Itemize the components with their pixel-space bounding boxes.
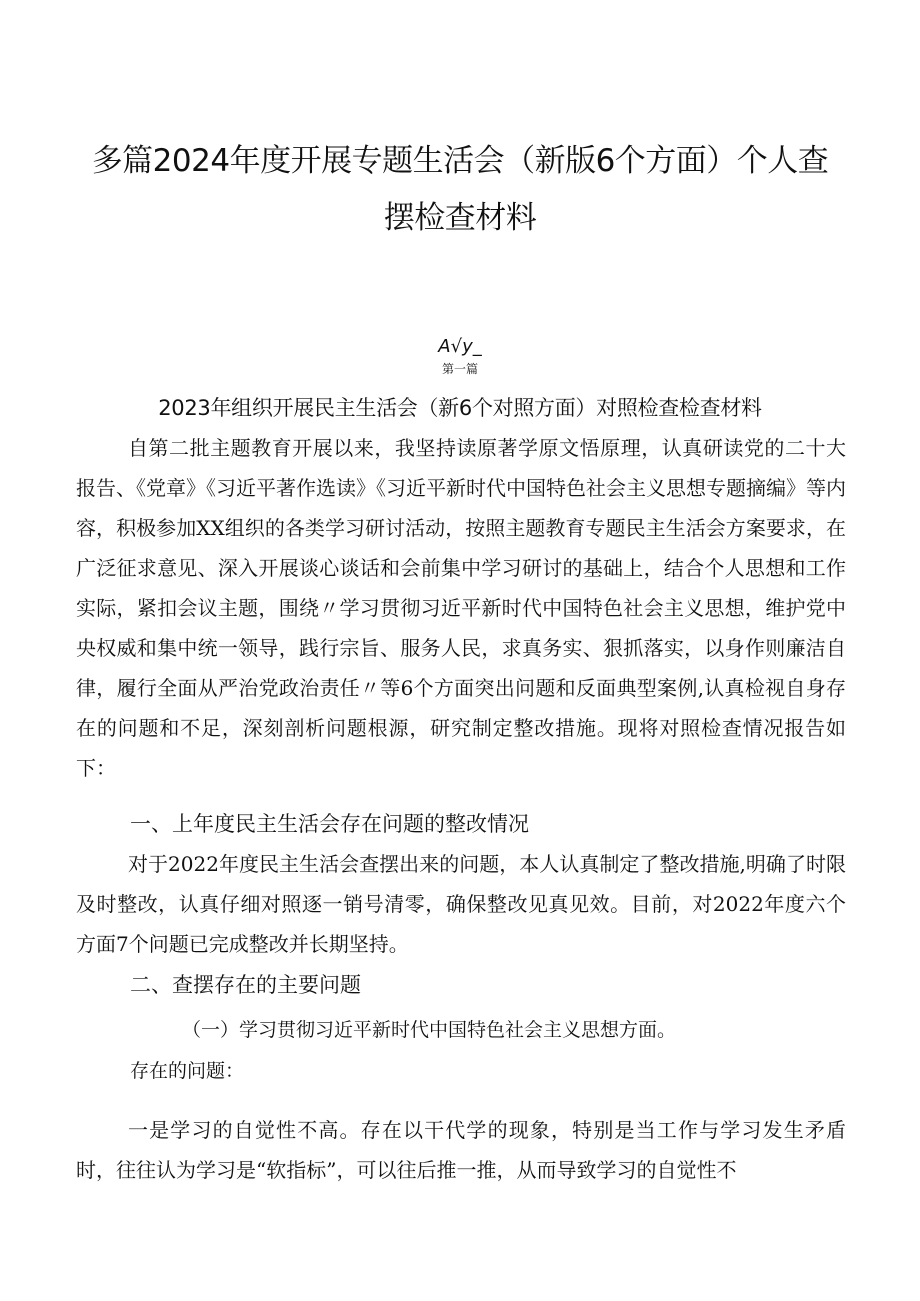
document-title-line-2: 摆检查材料	[383, 200, 537, 236]
problems-label: 存在的问题：	[130, 1060, 245, 1082]
section-heading-2: 二、查摆存在的主要问题	[130, 973, 361, 997]
problem-paragraph-1: 一是学习的自觉性不高。存在以干代学的现象，特别是当工作与学习发生矛盾时，往往认为学习是“软指标”，可以往后推一推，从而导致学习的自觉性不	[76, 1118, 846, 1182]
article-subtitle: 2023年组织开展民主生活会（新6个对照方面）对照检查检查材料	[158, 396, 762, 420]
section-label: 第一篇	[441, 362, 478, 376]
subsection-heading-1: （一）学习贯彻习近平新时代中国特色社会主义思想方面。	[182, 1019, 677, 1041]
intro-paragraph: 自第二批主题教育开展以来，我坚持读原著学原文悟原理，认真研读党的二十大报告、《党章》《习近平著作选读》《习近平新时代中国特色社会主义思想专题摘编》等内容，积极参加XX组织的各类学习研讨活动，按照主题教育专题民主生活会方案要求，在广泛征求意见、深入开展谈心谈话和会前集中学习研讨的基础上，结合个人思想和工作实际，紧扣会议主题，围绕〃学习贯彻习近平新时代中国特色社会主义思想，维护党中央权威和集中统一领导，践行宗旨、服务人民，求真务实、狠抓落实，以身作则廉洁自律，履行全面从严治党政治责任〃等6个方面突出问题和反面典型案例,认真检视自身存在的问题和不足，深刻剖析问题根源，研究制定整改措施。现将对照检查情况报告如下：	[76, 436, 846, 780]
document-title-line-1: 多篇2024年度开展专题生活会（新版6个方面）个人查	[91, 143, 829, 179]
rectification-paragraph: 对于2022年度民主生活会查摆出来的问题，本人认真制定了整改措施,明确了时限及时整改，认真仔细对照逐一销号清零，确保整改见真见效。目前，对2022年度六个方面7个问题已完成整改并长期坚持。	[76, 852, 846, 956]
section-mark: A√y_	[438, 336, 482, 357]
section-heading-1: 一、上年度民主生活会存在问题的整改情况	[130, 812, 529, 836]
